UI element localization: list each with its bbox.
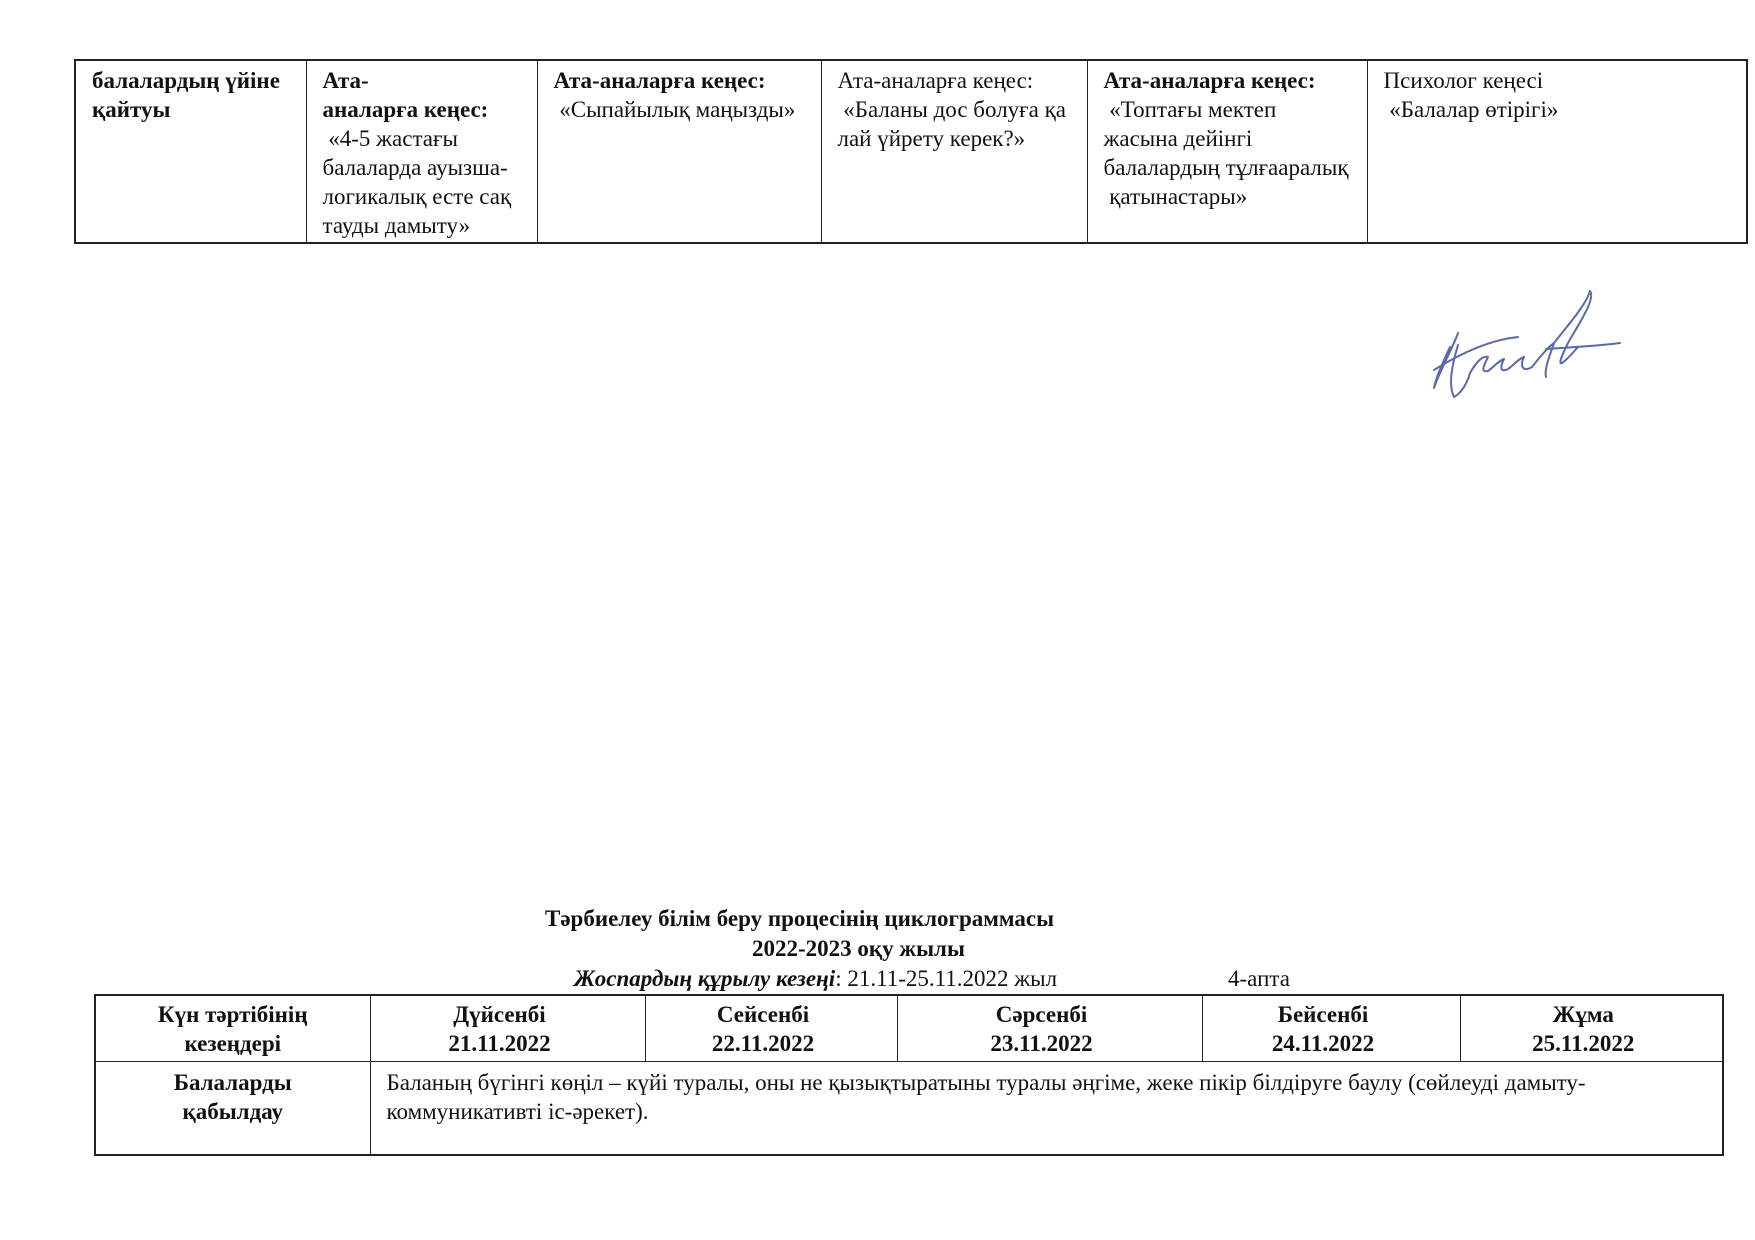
row-label-cell: балалардың үйіне қайтуы <box>75 60 306 243</box>
stages-header: Күн тәртібінің кезеңдері <box>95 995 370 1061</box>
day-header-thursday <box>1202 995 1460 1061</box>
handwritten-signature <box>1428 285 1628 415</box>
consultation-body: «Баланы дос болуға қа лай үйрету керек?» <box>837 97 1066 151</box>
consultation-cell <box>821 60 1087 243</box>
consultation-title: Ата-аналарға кеңес: <box>1103 68 1316 93</box>
day-date: 21.11.2022 <box>448 1031 551 1056</box>
consultation-body: «Сыпайылық маңызды» <box>553 97 796 122</box>
day-date: 22.11.2022 <box>711 1031 815 1056</box>
plan-period-label: Жоспардың құрылу кезеңі <box>574 966 836 991</box>
reception-activity: Баланың бүгінгі көңіл – күйі туралы, оны не қызықтыратыны туралы әңгіме, жеке пікір білдіруге баулу (сөйлеуді дамыту-коммуникативті іс-әрекет). <box>370 1061 1723 1155</box>
day-date: 24.11.2022 <box>1271 1031 1375 1056</box>
document-title: Тәрбиелеу білім беру процесінің циклограммасы <box>545 906 1055 931</box>
day-header-friday <box>1460 995 1723 1061</box>
consultation-body: «Балалар өтірігі» <box>1383 97 1559 122</box>
consultation-cell <box>537 60 821 243</box>
day-name: Сәрсенбі <box>995 1002 1088 1027</box>
cyclogram-table <box>94 994 1724 1156</box>
day-header-tuesday <box>645 995 897 1061</box>
consultation-title: Ата-аналарға кеңес: <box>553 68 766 93</box>
day-name: Сейсенбі <box>716 1002 810 1027</box>
day-name: Жұма <box>1552 1002 1614 1027</box>
consultation-title: Психолог кеңесі <box>1383 68 1544 93</box>
day-date: 23.11.2022 <box>990 1031 1093 1056</box>
consultation-body: «Топтағы мектеп жасына дейінгі балалардың тұлғааралық қатынастары» <box>1103 97 1349 209</box>
day-name: Дүйсенбі <box>453 1002 546 1027</box>
day-name: Бейсенбі <box>1277 1002 1369 1027</box>
week-number: 4-апта <box>1228 966 1290 991</box>
table-header-row <box>95 995 1723 1061</box>
day-header-monday <box>370 995 645 1061</box>
day-header-wednesday <box>897 995 1202 1061</box>
consultation-cell <box>306 60 537 243</box>
consultation-title-line1: Ата- <box>322 68 369 93</box>
plan-period-value: : 21.11-25.11.2022 жыл <box>835 966 1058 991</box>
stage-label-reception: Балаларды қабылдау <box>95 1061 370 1155</box>
table-row <box>75 60 1747 243</box>
parent-consultation-table <box>74 59 1748 244</box>
consultation-cell <box>1367 60 1747 243</box>
consultation-body: «4-5 жастағы балаларда ауызша- логикалық есте сақ тауды дамыту» <box>322 126 512 238</box>
academic-year: 2022-2023 оқу жылы <box>752 936 965 961</box>
consultation-title-line2: аналарға кеңес: <box>322 97 489 122</box>
table-row <box>95 1061 1723 1155</box>
plan-period <box>574 965 1057 992</box>
consultation-cell <box>1087 60 1367 243</box>
day-date: 25.11.2022 <box>1532 1031 1635 1056</box>
consultation-title: Ата-аналарға кеңес: <box>837 68 1034 93</box>
